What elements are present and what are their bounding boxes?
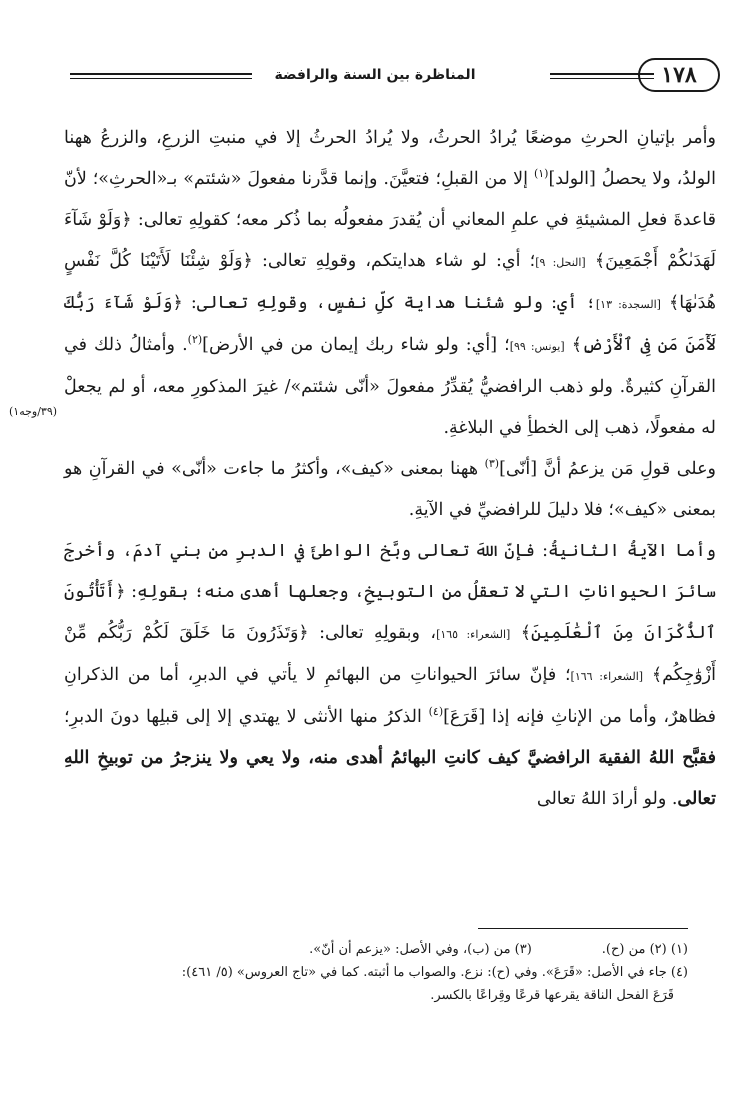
footnote-row (36, 938, 688, 961)
paragraph (64, 449, 716, 531)
text: . ولو أرادَ اللهُ تعالى (536, 789, 678, 809)
footnote: (٤) جاء في الأصل: «قَرَعَ». وفي (ح): نزع. والصواب ما أثبته. كما في «تاج العروس» (٥/ ٤٦١): (181, 965, 688, 980)
footnote-marker: (٤) (428, 705, 444, 719)
header-rule (550, 73, 654, 75)
header-rule (70, 78, 252, 79)
text: . وأمثالُ ذلك في القرآنِ كثيرةٌ. ولو ذهب الرافضيُّ يُقدِّرُ مفعولَ «أنّى شئتم»/ غيرَ المذكورِ معه، أو لم يجعلْ له مفعولًا، ذهب إلى الخطأِ في البلاغةِ. (64, 335, 716, 438)
text: ؛ أي: لو شاء هدايتكم، وقولِهِ تعالى: ﴿وَلَوْ شِئْنَا لَأَتَيْنَا كُلَّ نَفْسٍ هُدَىٰهَا﴾ (64, 251, 716, 313)
text: ؛ فإنّ سائرَ الحيواناتِ من البهائمِ لا يأتي في الدبرِ، أما من الذكرانِ فظاهرٌ، وأما من الإناثِ فإنه إذا [قَرَعَ] (64, 665, 717, 727)
text: ؛ [أي: ولو شاء ربك إيمان من في الأرض] (202, 335, 510, 355)
emphasized-text: فقبَّح اللهُ الفقيهَ الرافضيَّ كيف كانتِ البهائمُ أهدى منه، ولا يعي ولا ينزجرُ من توبيخِ اللهِ تعالى (64, 748, 716, 809)
footnote-marker: (٢) (187, 333, 203, 347)
page-number: ١٧٨ (638, 58, 720, 92)
text: ، وبقولِهِ تعالى: ﴿وَتَذَرُونَ مَا خَلَقَ لَكُمْ رَبُّكُم مِّنْ أَزْوَٰجِكُم﴾ (64, 623, 716, 685)
paragraph (64, 531, 716, 820)
running-title: المناظرة بين السنة والرافضة (274, 67, 476, 83)
header-rule (70, 73, 252, 75)
text: إلا من القبلِ؛ فتعيَّنَ. وإنما قدَّرنا مفعولَ «شئتم» بـ«الحرثِ»؛ لأنّ قاعدةَ فعلِ المشيئةِ في علمِ المعاني أن يُقدرَ مفعولُه بما ذُكر معه؛ كقولِهِ تعالى: ﴿وَلَوْ شَآءَ لَهَدَىٰكُمْ أَجْمَعِينَ﴾ (64, 169, 716, 271)
verse-reference: [الشعراء: ١٦٥] (436, 628, 511, 641)
text: وعلى قولِ مَن يزعمُ أنَّ [أنّى] (499, 459, 716, 479)
footnote-marker: (١) (533, 167, 549, 181)
footnote-marker: (٣) (484, 457, 500, 471)
footnotes (36, 938, 688, 1007)
verse-reference: [السجدة: ١٣] (595, 298, 661, 311)
verse-reference: [النحل: ٩] (535, 256, 586, 269)
paragraph (64, 118, 716, 449)
footnote: (١) (٢) من (ح). (601, 942, 688, 957)
footnote-continuation: قَرَعَ الفحل الناقة يقرعها قرعًا وقِراعًا بالكسر. (430, 988, 674, 1003)
footnote-separator (478, 928, 688, 929)
main-text (64, 118, 716, 820)
text: ؛ أي: ولو شئنا هداية كلِّ نفسٍ، وقولِهِ تعالى: ﴿وَلَوْ شَآءَ رَبُّكَ لَأٓمَنَ مَن فِى ٱلْأَرْضِ﴾ (64, 293, 717, 355)
margin-note: (٣٩/وجه١) (8, 405, 58, 418)
header-rule (550, 78, 654, 79)
running-header (40, 58, 720, 94)
text: الذكرُ منها الأنثى لا يهتدي إلا إلى قبلِها دونَ الدبرِ؛ (64, 707, 429, 727)
text: وأما الآيةُ الثانيةُ: فإنّ اللهَ تعالى وبَّخ الواطئَ في الدبرِ من بني آدمَ، وأخرجَ سائرَ الحيواناتِ التي لا تعقلُ من التوبيخِ، وجعلها أهدى منه؛ بقولِهِ: ﴿أَتَأْتُونَ ٱلذُّكْرَانَ مِنَ ٱلْعَٰلَمِينَ﴾ (64, 541, 716, 643)
footnote: (٣) من (ب)، وفي الأصل: «يزعم أن أنّ». (309, 942, 532, 957)
verse-reference: [الشعراء: ١٦٦] (570, 670, 644, 683)
text: وأمر بإتيانِ الحرثِ موضعًا يُرادُ الحرثُ، ولا يُرادُ الحرثُ إلا في منبتِ الزرعِ، والزرعُ ههنا الولدُ، ولا يحصلُ [الولد] (64, 128, 716, 189)
text: ههنا بمعنى «كيف»، وأكثرُ ما جاءت «أنّى» في القرآنِ هو بمعنى «كيف»؛ فلا دليلَ للرافضيِّ في الآيةِ. (64, 459, 716, 520)
verse-reference: [يونس: ٩٩] (509, 340, 565, 353)
